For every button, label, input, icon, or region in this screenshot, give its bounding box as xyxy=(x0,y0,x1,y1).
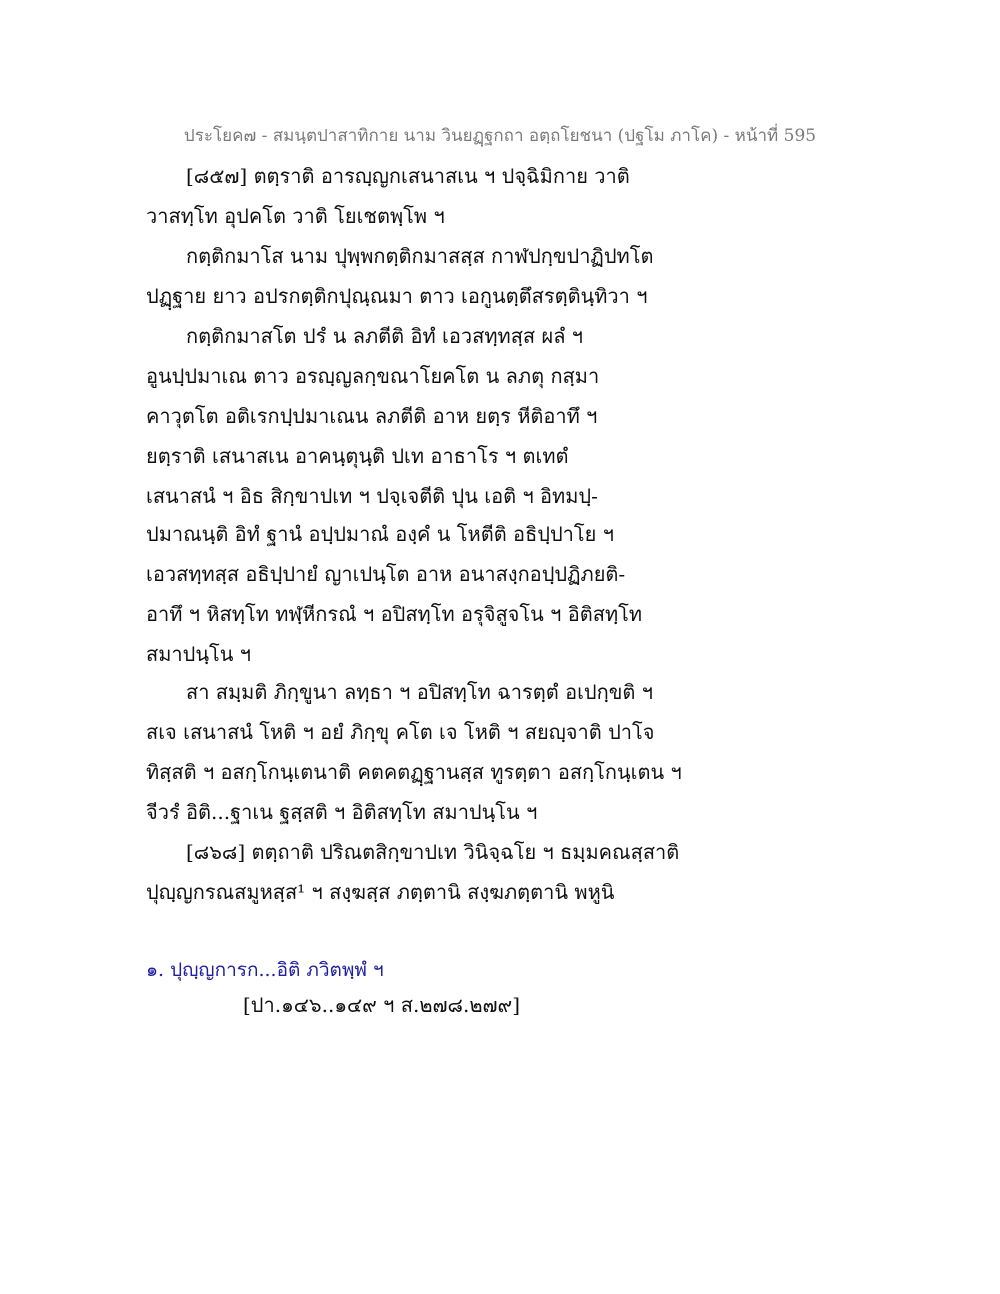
page-header: ประโยค๗ - สมนฺตปาสาทิกาย นาม วินยฏฺฐกถา อตฺถโยชนา (ปฐโม ภาโค) - หน้าที่ 595 xyxy=(183,126,817,146)
text-line: [๘๖๘] ตตฺถาติ ปริณตสิกฺขาปเท วินิจฺฉโย ฯ ธมฺมคณสฺสาติ xyxy=(186,840,680,864)
text-line: อูนปฺปมาเณ ตาว อรญฺญลกฺขณาโยคโต น ลภตุ กสฺมา xyxy=(146,364,600,388)
text-line: สเจ เสนาสนํ โหติ ฯ อยํ ภิกฺขุ คโต เจ โหติ ฯ สยญฺจาติ ปาโจ xyxy=(146,720,655,744)
text-line: อาทึ ฯ หิสทฺโท ทฬฺหีกรณํ ฯ อปิสทฺโท อรุจิสูจโน ฯ อิติสทฺโท xyxy=(146,602,643,626)
text-line: จีวรํ อิติ...ฐาเน ฐสฺสติ ฯ อิติสทฺโท สมาปนฺโน ฯ xyxy=(146,800,538,824)
text-line: [๘๕๗] ตตฺราติ อารญฺญกเสนาสเน ฯ ปจฺฉิมิกาย วาติ xyxy=(186,164,630,188)
text-line: กตฺติกมาโส นาม ปุพฺพกตฺติกมาสสฺส กาฬปกฺขปาฏิปทโต xyxy=(186,244,654,268)
text-line: ยตฺราติ เสนาสเน อาคนฺตุนฺติ ปเท อาธาโร ฯ ตเทตํ xyxy=(146,444,569,468)
text-line: เอวสทฺทสฺส อธิปฺปายํ ญาเปนฺโต อาห อนาสงฺกอปฺปฏิภยติ- xyxy=(146,562,626,586)
text-line: เสนาสนํ ฯ อิธ สิกฺขาปเท ฯ ปจฺเจตีติ ปุน เอติ ฯ อิทมปฺ- xyxy=(146,484,598,508)
text-line: ปฏฺฐาย ยาว อปรกตฺติกปุณฺณมา ตาว เอกูนตฺตึสรตฺตินฺทิวา ฯ xyxy=(146,284,648,308)
footnote: ๑. ปุญฺญการก...อิติ ภวิตพฺพํ ฯ xyxy=(146,959,384,981)
text-line: ทิสฺสติ ฯ อสกฺโกนฺเตนาติ คตคตฏฺฐานสฺส ทูรตฺตา อสกฺโกนฺเตน ฯ xyxy=(146,760,682,784)
text-line: วาสทฺโท อุปคโต วาติ โยเชตพฺโพ ฯ xyxy=(146,204,445,228)
text-line: สา สมฺมติ ภิกฺขูนา ลทฺธา ฯ อปิสทฺโท ฉารตฺตํ อเปกฺขติ ฯ xyxy=(186,680,653,704)
text-line: ปุญฺญกรณสมูหสฺส¹ ฯ สงฺฆสฺส ภตฺตานิ สงฺฆภตฺตานิ พหูนิ xyxy=(146,880,615,904)
text-line: ปมาณนฺติ อิทํ ฐานํ อปฺปมาณํ องฺคํ น โหตีติ อธิปฺปาโย ฯ xyxy=(146,522,614,546)
text-line: สมาปนฺโน ฯ xyxy=(146,642,251,666)
text-line: คาวุตโต อติเรกปฺปมาเณน ลภตีติ อาห ยตฺร หีติอาทึ ฯ xyxy=(146,404,598,428)
page-reference: [ปา.๑๔๖..๑๔๙ ฯ ส.๒๗๘.๒๗๙] xyxy=(243,993,521,1017)
text-line: กตฺติกมาสโต ปรํ น ลภตีติ อิทํ เอวสทฺทสฺส ผลํ ฯ xyxy=(186,324,584,348)
